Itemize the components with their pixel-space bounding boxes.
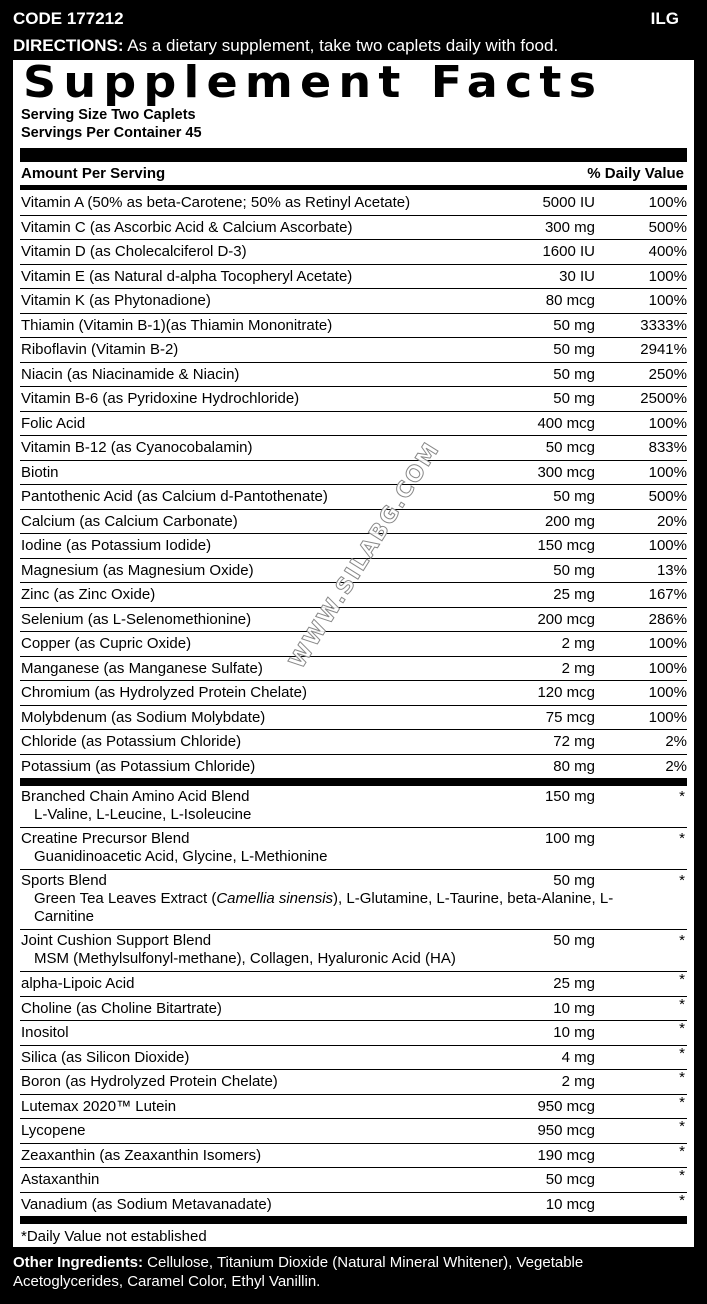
ingredient-name: Lutemax 2020™ Lutein	[21, 1097, 177, 1115]
nutrient-name: Molybdenum (as Sodium Molybdate)	[21, 708, 266, 726]
nutrient-name: Niacin (as Niacinamide & Niacin)	[21, 365, 240, 383]
ingredient-amount: 4 mg	[561, 1048, 595, 1066]
ingredient-row	[20, 1144, 687, 1169]
nutrient-name: Thiamin (Vitamin B-1)(as Thiamin Mononitrate)	[21, 316, 333, 334]
directions-text: As a dietary supplement, take two caplets daily with food.	[123, 36, 559, 55]
nutrient-dv: 2941%	[640, 341, 687, 358]
nutrient-amount: 2 mg	[561, 659, 595, 677]
ingredient-name: Boron (as Hydrolyzed Protein Chelate)	[21, 1073, 278, 1090]
footnote: *Daily Value not established	[21, 1228, 207, 1245]
nutrient-amount: 120 mcg	[537, 684, 595, 701]
nutrient-dv: 400%	[648, 243, 687, 260]
ingredient-row	[20, 1193, 687, 1218]
nutrient-dv: 3333%	[640, 316, 687, 334]
blend-ingredients	[20, 950, 687, 968]
ingredient-amount: 950 mcg	[537, 1097, 595, 1115]
blend-row	[20, 828, 687, 870]
blend-dv: *	[679, 788, 685, 805]
nutrient-dv: 100%	[648, 194, 687, 211]
blend-name: Joint Cushion Support Blend	[21, 932, 212, 949]
nutrient-name: Copper (as Cupric Oxide)	[21, 635, 192, 652]
ingredient-name: Inositol	[21, 1024, 69, 1041]
nutrient-name: Riboflavin (Vitamin B-2)	[21, 341, 179, 358]
ingredient-name: alpha-Lipoic Acid	[21, 975, 135, 992]
blend-dv: *	[679, 932, 685, 949]
nutrient-dv: 100%	[648, 292, 687, 309]
nutrient-dv: 100%	[648, 537, 687, 554]
nutrient-row	[20, 216, 687, 241]
nutrient-amount: 50 mg	[553, 488, 595, 505]
nutrient-dv: 13%	[656, 561, 687, 579]
nutrient-row	[20, 436, 687, 461]
ingredient-name: Zeaxanthin (as Zeaxanthin Isomers)	[21, 1146, 262, 1164]
nutrient-dv: 100%	[648, 684, 687, 701]
header-divider	[20, 185, 687, 190]
nutrient-amount: 50 mg	[553, 390, 595, 407]
nutrient-dv: 167%	[648, 586, 687, 603]
nutrient-amount: 5000 IU	[542, 194, 595, 211]
nutrient-row	[20, 461, 687, 486]
blend-name: Branched Chain Amino Acid Blend	[21, 788, 250, 805]
nutrient-name: Calcium (as Calcium Carbonate)	[21, 512, 238, 530]
blend-amount: 50 mg	[553, 872, 595, 889]
nutrient-amount: 200 mcg	[537, 610, 595, 628]
directions-label: DIRECTIONS:	[13, 36, 124, 55]
thick-divider	[20, 148, 687, 162]
blend-amount: 100 mg	[544, 830, 595, 847]
nutrient-row	[20, 240, 687, 265]
blend-ingredients	[20, 848, 687, 866]
blend-amount: 150 mg	[544, 788, 595, 805]
blend-amount: 50 mg	[553, 932, 595, 949]
blend-dv: *	[679, 872, 685, 889]
nutrient-name: Biotin	[21, 463, 59, 481]
nutrient-amount: 400 mcg	[537, 414, 595, 432]
nutrient-amount: 80 mcg	[545, 292, 595, 309]
nutrient-name: Manganese (as Manganese Sulfate)	[21, 659, 263, 677]
ingredient-dv: *	[679, 1142, 685, 1160]
nutrient-dv: 286%	[648, 610, 687, 628]
ingredient-dv: *	[679, 1069, 685, 1086]
nutrient-row	[20, 755, 687, 780]
blend-dv: *	[679, 830, 685, 847]
section-divider	[20, 779, 687, 786]
ingredient-row	[20, 997, 687, 1022]
ingredient-amount: 2 mg	[561, 1073, 595, 1090]
nutrient-row	[20, 387, 687, 412]
nutrient-name: Pantothenic Acid (as Calcium d-Pantothenate)	[21, 488, 328, 505]
footer-divider	[20, 1217, 687, 1224]
column-header	[21, 165, 684, 182]
nutrient-row	[20, 363, 687, 388]
serving-size: Serving Size Two Caplets	[21, 107, 196, 123]
ingredient-name: Choline (as Choline Bitartrate)	[21, 999, 222, 1017]
ingredient-dv: *	[679, 1167, 685, 1184]
ingredient-row	[20, 1095, 687, 1120]
nutrient-name: Folic Acid	[21, 414, 86, 432]
ingredient-amount: 10 mg	[553, 999, 595, 1017]
nutrient-name: Vitamin C (as Ascorbic Acid & Calcium Ascorbate)	[21, 218, 353, 236]
ingredient-dv: *	[679, 1020, 685, 1037]
nutrient-dv: 100%	[648, 267, 687, 285]
nutrient-name: Vitamin D (as Cholecalciferol D-3)	[21, 243, 247, 260]
ingredient-dv: *	[679, 995, 685, 1013]
nutrient-amount: 2 mg	[561, 635, 595, 652]
ingredient-amount: 190 mcg	[537, 1146, 595, 1164]
nutrient-amount: 80 mg	[553, 757, 595, 775]
ingredient-amount: 10 mg	[553, 1024, 595, 1041]
other-ingredients	[13, 1253, 647, 1291]
nutrient-dv: 2%	[665, 733, 687, 750]
blend-ingredients	[20, 806, 687, 824]
nutrient-dv: 500%	[648, 218, 687, 236]
nutrient-name: Chromium (as Hydrolyzed Protein Chelate)	[21, 684, 307, 701]
nutrient-amount: 1600 IU	[542, 243, 595, 260]
nutrient-name: Iodine (as Potassium Iodide)	[21, 537, 212, 554]
nutrient-name: Chloride (as Potassium Chloride)	[21, 733, 242, 750]
nutrient-amount: 300 mg	[544, 218, 595, 236]
nutrient-dv: 833%	[648, 439, 687, 456]
directions	[13, 36, 679, 56]
product-code: CODE 177212	[13, 9, 124, 28]
nutrient-amount: 50 mg	[553, 365, 595, 383]
nutrient-row	[20, 412, 687, 437]
nutrient-amount: 50 mg	[553, 341, 595, 358]
dv-header: % Daily Value	[587, 165, 684, 182]
nutrient-row	[20, 657, 687, 682]
nutrient-name: Potassium (as Potassium Chloride)	[21, 757, 256, 775]
nutrient-amount: 300 mcg	[537, 463, 595, 481]
blend-row	[20, 786, 687, 828]
ingredient-dv: *	[679, 1118, 685, 1135]
nutrient-dv: 100%	[648, 635, 687, 652]
ingredient-dv: *	[679, 971, 685, 988]
nutrient-name: Vitamin K (as Phytonadione)	[21, 292, 211, 309]
nutrient-row	[20, 730, 687, 755]
ingredient-dv: *	[679, 1044, 685, 1062]
nutrient-dv: 2%	[665, 757, 687, 775]
nutrient-row	[20, 289, 687, 314]
nutrient-dv: 250%	[648, 365, 687, 383]
nutrient-row	[20, 632, 687, 657]
nutrient-dv: 2500%	[640, 390, 687, 407]
ingredient-amount: 25 mg	[553, 975, 595, 992]
nutrient-row	[20, 608, 687, 633]
nutrient-amount: 200 mg	[544, 512, 595, 530]
vitamin-list	[20, 191, 687, 779]
nutrient-name: Selenium (as L-Selenomethionine)	[21, 610, 252, 628]
ingredient-row	[20, 972, 687, 997]
blend-name: Creatine Precursor Blend	[21, 830, 190, 847]
blend-list	[20, 786, 687, 972]
blend-ingredients-text: MSM (Methylsulfonyl-methane), Collagen, Hyaluronic Acid (HA)	[34, 950, 456, 967]
nutrient-row	[20, 314, 687, 339]
nutrient-name: Vitamin B-6 (as Pyridoxine Hydrochloride)	[21, 390, 300, 407]
nutrient-amount: 72 mg	[553, 733, 595, 750]
blend-row	[20, 870, 687, 930]
nutrient-name: Vitamin E (as Natural d-alpha Tocopheryl Acetate)	[21, 267, 353, 285]
amount-header: Amount Per Serving	[21, 165, 166, 182]
nutrient-amount: 75 mcg	[545, 708, 595, 726]
ingredient-amount: 950 mcg	[537, 1122, 595, 1139]
nutrient-row	[20, 510, 687, 535]
blend-ingredients-text: Guanidinoacetic Acid, Glycine, L-Methionine	[34, 848, 328, 865]
blend-ingredients-text: Green Tea Leaves Extract (	[34, 890, 217, 907]
ingredient-row	[20, 1070, 687, 1095]
nutrient-row	[20, 191, 687, 216]
nutrient-amount: 50 mg	[553, 316, 595, 334]
nutrient-dv: 20%	[656, 512, 687, 530]
nutrient-row	[20, 338, 687, 363]
blend-row	[20, 930, 687, 972]
ingredient-dv: *	[679, 1093, 685, 1111]
blend-ingredients-text: L-Valine, L-Leucine, L-Isoleucine	[34, 806, 252, 823]
nutrient-amount: 50 mg	[553, 561, 595, 579]
servings-per-container: Servings Per Container 45	[21, 125, 202, 141]
nutrient-name: Magnesium (as Magnesium Oxide)	[21, 561, 254, 579]
watermark: WWW.SILABG.COM	[285, 437, 446, 674]
blend-name: Sports Blend	[21, 872, 107, 889]
brand-code: ILG	[650, 9, 679, 28]
nutrient-dv: 100%	[648, 659, 687, 677]
other-ingredients-label: Other Ingredients:	[13, 1254, 144, 1271]
nutrient-dv: 100%	[648, 708, 687, 726]
blend-ingredients-italic: Camellia sinensis	[216, 890, 334, 907]
nutrient-name: Vitamin B-12 (as Cyanocobalamin)	[21, 439, 253, 456]
ingredient-name: Vanadium (as Sodium Metavanadate)	[21, 1195, 272, 1213]
ingredient-row	[20, 1046, 687, 1071]
ingredient-amount: 50 mcg	[545, 1171, 595, 1188]
nutrient-row	[20, 265, 687, 290]
nutrient-amount: 50 mcg	[545, 439, 595, 456]
nutrient-amount: 150 mcg	[537, 537, 595, 554]
nutrient-dv: 100%	[648, 414, 687, 432]
panel-title: Supplement Facts	[23, 56, 604, 108]
nutrient-dv: 500%	[648, 488, 687, 505]
ingredient-row	[20, 1168, 687, 1193]
ingredient-name: Silica (as Silicon Dioxide)	[21, 1048, 190, 1066]
ingredient-name: Astaxanthin	[21, 1171, 100, 1188]
nutrient-amount: 30 IU	[559, 267, 595, 285]
nutrient-row	[20, 485, 687, 510]
other-list	[20, 972, 687, 1217]
nutrient-name: Zinc (as Zinc Oxide)	[21, 586, 156, 603]
supplement-facts-panel	[13, 56, 694, 1247]
blend-ingredients-text: ), L-Glutamine, L-Taurine, beta-Alanine, L-Carnitine	[34, 890, 614, 925]
header-code-line	[13, 9, 679, 29]
nutrient-amount: 25 mg	[553, 586, 595, 603]
nutrient-dv: 100%	[648, 463, 687, 481]
nutrient-row	[20, 706, 687, 731]
ingredient-dv: *	[679, 1191, 685, 1209]
ingredient-row	[20, 1021, 687, 1046]
ingredient-row	[20, 1119, 687, 1144]
ingredient-name: Lycopene	[21, 1122, 86, 1139]
blend-ingredients	[20, 890, 687, 926]
ingredient-amount: 10 mcg	[545, 1195, 595, 1213]
nutrient-name: Vitamin A (50% as beta-Carotene; 50% as Retinyl Acetate)	[21, 194, 411, 211]
nutrient-row	[20, 681, 687, 706]
other-ingredients-text: Cellulose, Titanium Dioxide (Natural Mineral Whitener), Vegetable Acetoglycerides, Caramel Color, Ethyl Vanillin.	[13, 1254, 584, 1290]
